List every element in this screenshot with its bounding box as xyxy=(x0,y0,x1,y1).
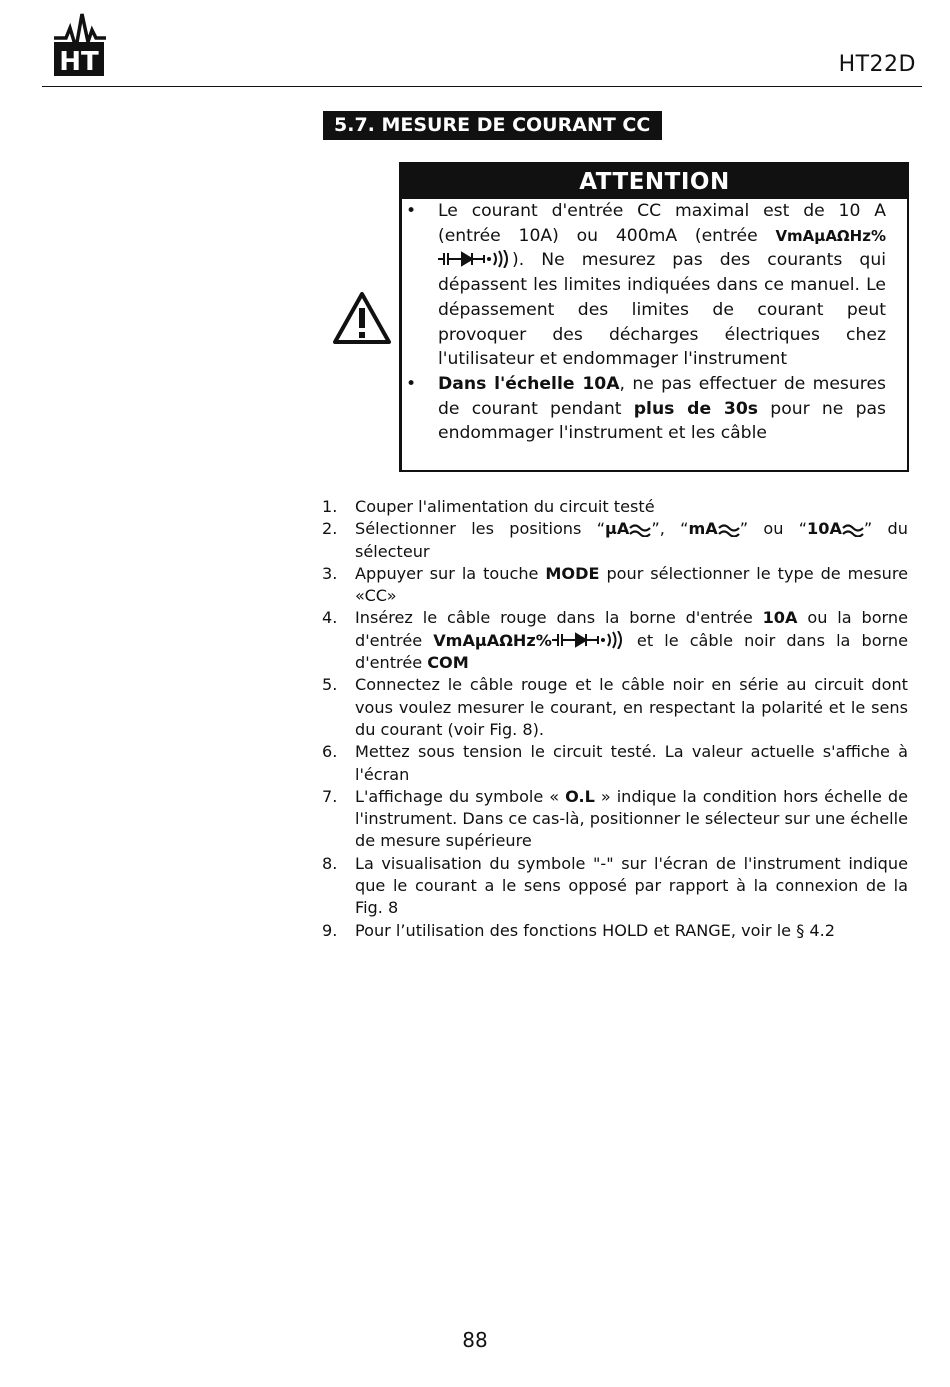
page-number: 88 xyxy=(462,1328,488,1352)
step-7: 7. L'affichage du symbole « O.L » indique la condition hors échelle de l'instrument. Dans ce cas-là, positionner le sélecteur sur une échelle de mesure supérieure xyxy=(322,786,908,851)
step-3: 3. Appuyer sur la touche MODE pour sélectionner le type de mesure «CC» xyxy=(322,563,908,606)
step-6: 6. Mettez sous tension le circuit testé. La valeur actuelle s'affiche à l'écran xyxy=(322,742,908,784)
ma-position-symbol: mA xyxy=(688,519,718,539)
attention-box xyxy=(399,162,909,472)
attention-list xyxy=(402,199,907,446)
10a-position-symbol: 10A xyxy=(807,519,842,539)
input-terminal-symbol: VmAμAΩHz% xyxy=(433,630,552,650)
input-terminal-symbol: VmAμAΩHz% xyxy=(775,226,886,245)
warning-triangle-icon xyxy=(331,290,393,346)
capacitor-diode-buzzer-icon xyxy=(438,250,512,268)
section-title: 5.7. MESURE DE COURANT CC xyxy=(323,111,662,140)
logo-text: HT xyxy=(59,47,99,77)
step-9: 9. Pour l’utilisation des fonctions HOLD et RANGE, voir le § 4.2 xyxy=(322,920,835,940)
step-5: 5. Connectez le câble rouge et le câble noir en série au circuit dont vous voulez mesurer le courant, en respectant la polarité et le sens du courant (voir Fig. 8). xyxy=(322,675,908,739)
step-1: 1. Couper l'alimentation du circuit testé xyxy=(322,497,655,516)
step-2: 2. Sélectionner les positions “μA ”, “mA ” ou “10A ” du sélecteur xyxy=(322,519,908,561)
ua-position-symbol: μA xyxy=(605,519,630,539)
ht-logo xyxy=(52,8,108,78)
step-4: 4. Insérez le câble rouge dans la borne d'entrée 10A ou la borne d'entrée VmAμAΩHz% et le câble noir dans la borne d'entrée COM xyxy=(322,608,909,673)
header-divider xyxy=(42,86,922,87)
ac-dc-icon xyxy=(718,523,740,537)
attention-item-10a-scale: • Dans l'échelle 10A, ne pas effectuer de mesures de courant pendant plus de 30s pour ne pas endommager l'instrument et les câble xyxy=(402,372,907,446)
ac-dc-icon xyxy=(842,523,864,537)
attention-item-max-current: • Le courant d'entrée CC maximal est de 10 A (entrée 10A) ou 400mA (entrée VmAμAΩHz%). Ne mesurez pas des courants qui dépassent les limites indiquées dans ce manuel. Le dépassement des limites de courant peut provoquer des décharges électriques chez l'utilisateur et endommager l'instrument xyxy=(402,199,907,372)
procedure-steps xyxy=(322,496,908,942)
attention-title: ATTENTION xyxy=(402,164,907,199)
capacitor-diode-buzzer-icon xyxy=(552,631,626,649)
step-8: 8. La visualisation du symbole "-" sur l'écran de l'instrument indique que le courant a le sens opposé par rapport à la connexion de la Fig. 8 xyxy=(322,853,908,918)
ac-dc-icon xyxy=(629,523,651,537)
model-name: HT22D xyxy=(838,52,916,77)
